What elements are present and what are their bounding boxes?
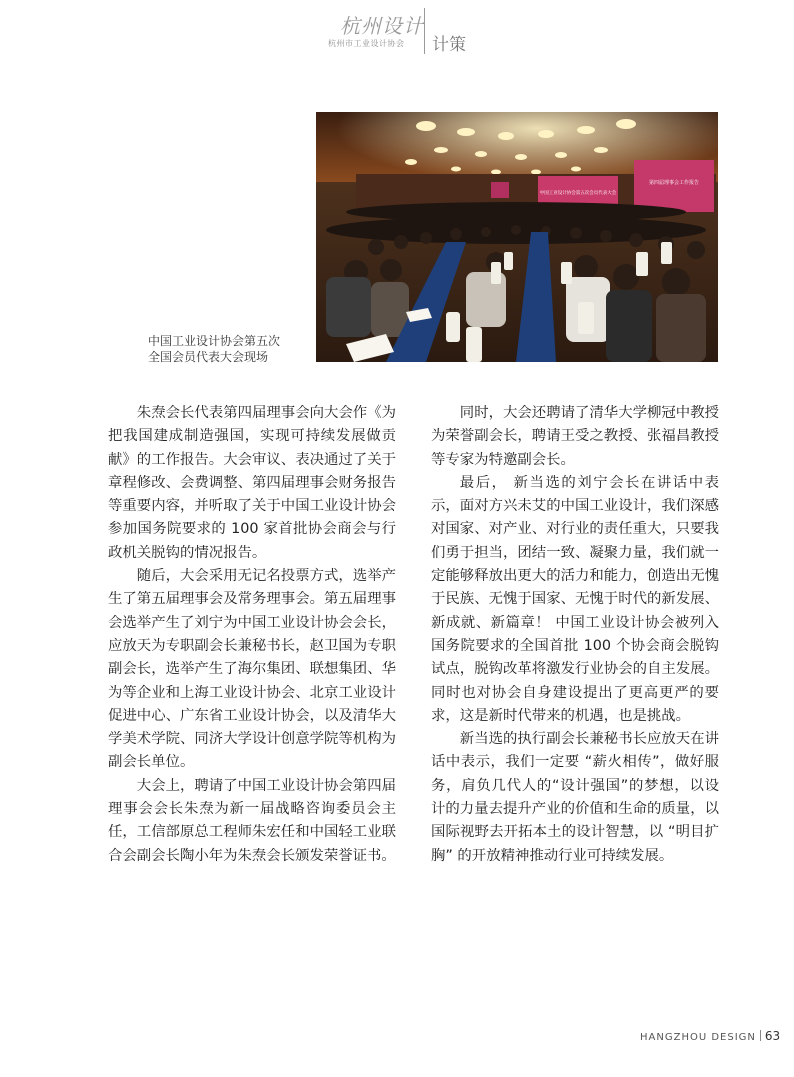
paragraph: 大会上，聘请了中国工业设计协会第四届理事会会长朱焘为新一届战略咨询委员会主任，工信部原总工程师朱宏任和中国轻工业联合会副会长陶小年为朱焘会长颁发荣誉证书。 [108,777,396,864]
section-label: 计策 [432,35,466,55]
screen-text-right: 第四届理事会工作报告 [648,180,700,186]
screen-text-main: 中国工业设计协会第五次会员代表大会 [539,191,617,196]
article-column-left [108,402,396,868]
paragraph: 新当选的执行副会长兼秘书长应放天在讲话中表示，我们一定要 “薪火相传”，做好服务，肩负几代人的“设计强国”的梦想，以设计的力量去提升产业的价值和生命的质量，以国际视野去开拓本土的设计智慧，以 “明目扩胸” 的开放精神推动行业可持续发展。 [431,731,719,864]
magazine-name: HANGZHOU DESIGN [640,1032,756,1043]
brand-subtitle: 杭州市工业设计协会 [328,39,405,48]
masthead-divider [424,8,425,54]
paragraph: 同时，大会还聘请了清华大学柳冠中教授为荣誉副会长，聘请王受之教授、张福昌教授等专家为特邀副会长。 [431,405,719,468]
conference-photo [316,112,718,362]
brand-logo: 杭州设计 [340,14,424,38]
page-footer [640,1029,780,1043]
caption-line: 中国工业设计协会第五次 [148,334,281,348]
footer-divider [760,1030,761,1041]
caption-line: 全国会员代表大会现场 [148,350,269,364]
article-column-right [431,402,719,868]
photo-caption [148,333,280,365]
page-number: 63 [764,1029,781,1043]
paragraph: 最后， 新当选的刘宁会长在讲话中表示，面对方兴未艾的中国工业设计，我们深感对国家、对产业、对行业的责任重大，只要我们勇于担当，团结一致、凝聚力量，我们就一定能够释放出更大的活力和能力，创造出无愧于民族、无愧于国家、无愧于时代的新发展、新成就、新篇章！ 中国工业设计协会被列入国务院要求的全国首批 100 个协会商会脱钩试点，脱钩改革将激发行业协会的自主发展。同时也对协会自身建设提出了更高更严的要求，这是新时代带来的机遇，也是挑战。 [431,474,719,724]
paragraph: 随后，大会采用无记名投票方式，选举产生了第五届理事会及常务理事会。第五届理事会选举产生了刘宁为中国工业设计协会会长，应放天为专职副会长兼秘书长，赵卫国为专职副会长，选举产生了海尔集团、联想集团、华为等企业和上海工业设计协会、北京工业设计促进中心、广东省工业设计协会，以及清华大学美术学院、同济大学设计创意学院等机构为副会长单位。 [108,568,396,771]
paragraph: 朱焘会长代表第四届理事会向大会作《为把我国建成制造强国，实现可持续发展做贡献》的工作报告。大会审议、表决通过了关于章程修改、会费调整、第四届理事会财务报告等重要内容，并听取了关于中国工业设计协会参加国务院要求的 100 家首批协会商会与行政机关脱钩的情况报告。 [108,405,396,561]
